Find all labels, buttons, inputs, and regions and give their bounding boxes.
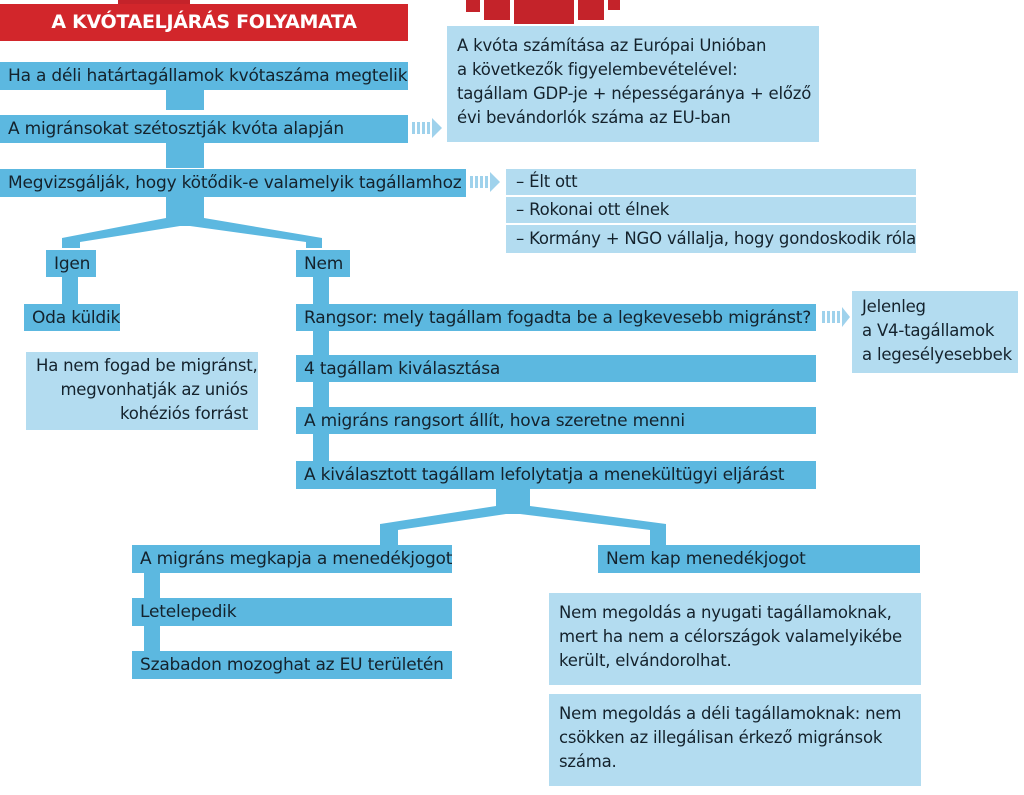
note-line: kohéziós forrást bbox=[119, 404, 248, 423]
note-line: Nem megoldás a nyugati tagállamoknak, bbox=[559, 603, 892, 622]
note-quota-calculation bbox=[447, 26, 819, 142]
note-line: tagállam GDP-je + népességaránya + előző bbox=[457, 84, 812, 103]
note-currently-v4 bbox=[852, 291, 1018, 373]
arrow-right-icon bbox=[822, 307, 850, 327]
note-line: száma. bbox=[559, 752, 617, 771]
note-line: Nem megoldás a déli tagállamoknak: nem bbox=[559, 704, 902, 723]
note-row: – Rokonai ott élnek bbox=[506, 197, 916, 223]
note-line: Jelenleg bbox=[862, 297, 926, 316]
note-line: Ha nem fogad be migránst, bbox=[36, 356, 258, 375]
note-line: a legesélyesebbek bbox=[862, 345, 1012, 364]
step-quota-reached: Ha a déli határtagállamok kvótaszáma megtelik bbox=[0, 62, 408, 90]
note-row: – Élt ott bbox=[506, 169, 916, 195]
note-line: került, elvándorolhat. bbox=[559, 651, 732, 670]
note-line: mert ha nem a célországok valamelyikébe bbox=[559, 627, 902, 646]
page-title: A KVÓTAELJÁRÁS FOLYAMATA bbox=[0, 4, 408, 41]
step-migrant-ranks: A migráns rangsort állít, hova szeretne menni bbox=[296, 407, 816, 434]
note-line: megvonhatják az uniós bbox=[60, 380, 248, 399]
note-row: – Kormány + NGO vállalja, hogy gondoskodik róla bbox=[506, 225, 916, 253]
branch-yes: Igen bbox=[46, 250, 96, 277]
step-sent-there: Oda küldik bbox=[24, 304, 120, 331]
note-line: a V4-tagállamok bbox=[862, 321, 995, 340]
note-line: évi bevándorlók száma az EU-ban bbox=[457, 108, 731, 127]
step-free-movement: Szabadon mozoghat az EU területén bbox=[132, 651, 452, 679]
arrow-right-icon bbox=[470, 172, 500, 192]
step-settles: Letelepedik bbox=[132, 598, 452, 626]
arrow-right-icon bbox=[412, 118, 442, 138]
note-line: A kvóta számítása az Európai Unióban bbox=[457, 36, 767, 55]
step-asylum-granted: A migráns megkapja a menedékjogot bbox=[132, 545, 452, 573]
note-line: csökken az illegálisan érkező migránsok bbox=[559, 728, 883, 747]
note-ties-criteria bbox=[506, 167, 916, 259]
step-procedure: A kiválasztott tagállam lefolytatja a menekültügyi eljárást bbox=[296, 461, 816, 489]
step-asylum-denied: Nem kap menedékjogot bbox=[598, 545, 920, 573]
step-select-four: 4 tagállam kiválasztása bbox=[296, 355, 816, 382]
step-ranking: Rangsor: mely tagállam fogadta be a legkevesebb migránst? bbox=[296, 304, 816, 331]
step-distribute: A migránsokat szétosztják kvóta alapján bbox=[0, 115, 408, 143]
note-southern-states bbox=[549, 694, 921, 786]
note-western-states bbox=[549, 593, 921, 685]
branch-no: Nem bbox=[296, 250, 350, 277]
step-examine: Megvizsgálják, hogy kötődik-e valamelyik tagállamhoz bbox=[0, 169, 466, 197]
note-cohesion-funds bbox=[26, 352, 258, 430]
note-line: a következők figyelembevételével: bbox=[457, 60, 738, 79]
